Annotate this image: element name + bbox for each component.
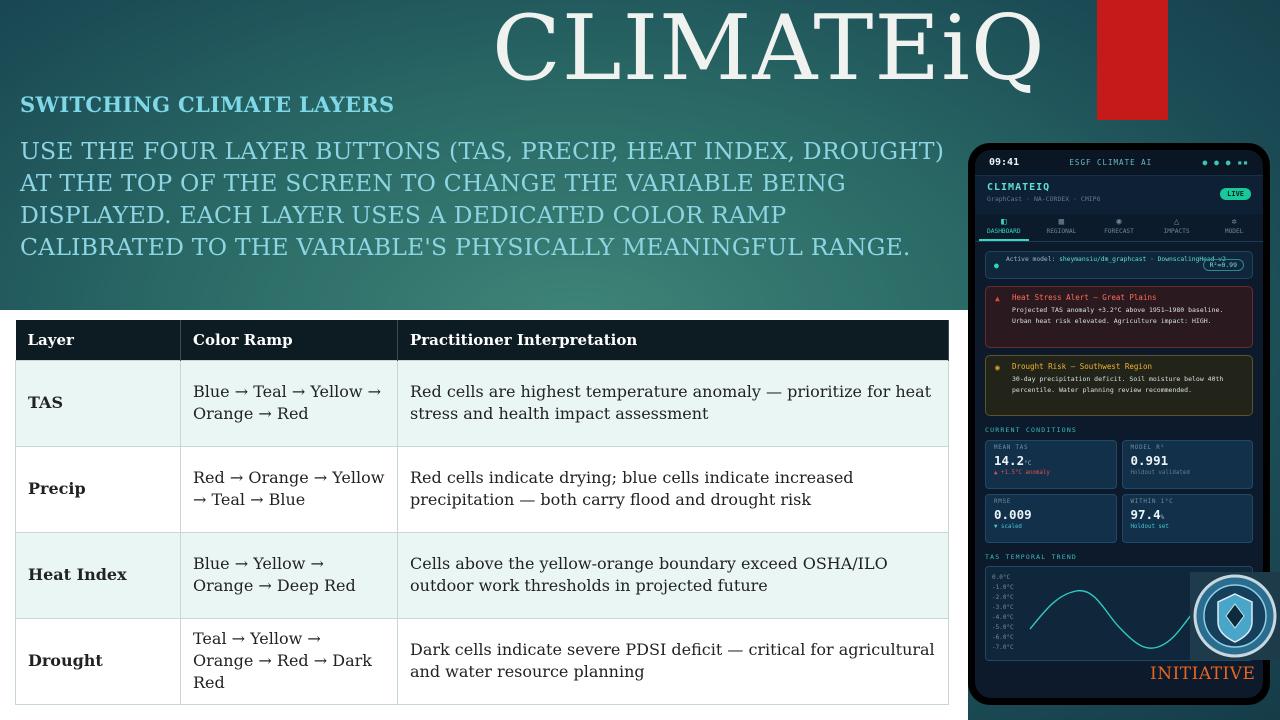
alert-title: Drought Risk — Southwest Region	[1012, 362, 1152, 371]
intro-paragraph: USE THE FOUR LAYER BUTTONS (TAS, PRECIP, HEAT INDEX, DROUGHT) AT THE TOP OF THE SCREEN TO CHANGE THE VARIABLE BEING DISPLAYED. EACH LAYER USES A DEDICATED COLOR RAMP CALIBRATED TO THE VARIABLE'S PHYSICALLY MEANINGFUL RANGE.	[20, 137, 945, 261]
app-subtitle: GraphCast · NA-CORDEX · CMIP6	[987, 195, 1101, 203]
metric-note: Holdout set	[1130, 524, 1169, 530]
triangle-icon: △	[1173, 217, 1180, 227]
model-prefix: Active model:	[1006, 256, 1060, 263]
grid-icon: ▦	[1058, 217, 1065, 227]
header-interpretation: Practitioner Interpretation	[398, 320, 949, 360]
red-accent-bar	[1097, 0, 1168, 120]
drought-icon: ◉	[995, 363, 1000, 372]
metric-label: MODEL R²	[1130, 445, 1165, 451]
active-model-card[interactable]	[985, 251, 1253, 279]
metric-label: MEAN TAS	[994, 445, 1029, 451]
trend-tick-label: 0.0°C	[992, 574, 1011, 581]
metric-value: 14.2	[994, 453, 1025, 468]
target-icon: ◉	[1116, 217, 1122, 227]
metric-value-wrap	[1131, 507, 1245, 522]
trend-tick-label: -3.0°C	[992, 604, 1014, 611]
metric-within-1c[interactable]	[1122, 494, 1254, 543]
tab-label: IMPACTS	[1163, 228, 1190, 235]
metric-unit: °C	[1024, 460, 1032, 467]
tab-label: MODEL	[1224, 228, 1244, 235]
metric-rmse[interactable]	[985, 494, 1117, 543]
layer-table	[15, 320, 949, 705]
dashboard-icon: ◧	[1001, 217, 1007, 227]
gear-icon: ✲	[1231, 217, 1237, 227]
trend-tick-label: -2.0°C	[992, 594, 1014, 601]
tab-regional[interactable]	[1033, 214, 1091, 241]
header-color-ramp: Color Ramp	[181, 320, 398, 360]
metric-value: 97.4	[1130, 507, 1161, 522]
status-time: 09:41	[989, 157, 1020, 168]
color-ramp: Teal → Yellow → Orange → Red → Dark Red	[181, 618, 398, 704]
brand-title: CLIMATEiQ	[492, 0, 1046, 101]
interpretation: Cells above the yellow-orange boundary exceed OSHA/ILO outdoor work thresholds in projected future	[398, 532, 949, 618]
metric-note: Holdout validated	[1130, 470, 1190, 476]
metric-value: 0.991	[1130, 453, 1169, 468]
metric-model-r2[interactable]	[1122, 440, 1254, 489]
status-bar	[975, 150, 1263, 176]
metrics-grid	[985, 440, 1253, 543]
trend-label: TAS TEMPORAL TREND	[985, 553, 1078, 561]
tab-label: REGIONAL	[1046, 228, 1077, 235]
metric-note: ▲ +1.5°C anomaly	[994, 470, 1050, 476]
color-ramp: Blue → Teal → Yellow → Orange → Red	[181, 360, 398, 446]
tab-bar	[975, 214, 1263, 242]
header-layer: Layer	[16, 320, 181, 360]
table-row	[16, 532, 949, 618]
trend-line	[1030, 591, 1201, 649]
layer-name: Drought	[16, 618, 181, 704]
tab-dashboard[interactable]	[975, 214, 1033, 241]
metric-value: 0.009	[994, 507, 1032, 522]
table-header-row	[16, 320, 949, 360]
metric-value-wrap	[1131, 453, 1245, 468]
table-row	[16, 618, 949, 704]
color-ramp: Red → Orange → Yellow → Teal → Blue	[181, 446, 398, 532]
color-ramp: Blue → Yellow → Orange → Deep Red	[181, 532, 398, 618]
table-row	[16, 360, 949, 446]
trend-tick-label: -5.0°C	[992, 624, 1014, 631]
model-r2-badge: R²=0.99	[1203, 259, 1244, 271]
layer-name: Heat Index	[16, 532, 181, 618]
initiative-label: INITIATIVE	[1150, 664, 1256, 684]
tab-model[interactable]	[1205, 214, 1263, 241]
layer-table-panel	[0, 310, 968, 720]
status-indicators-icon: ● ● ● ▪▪	[1202, 158, 1249, 167]
metric-mean-tas[interactable]	[985, 440, 1117, 489]
interpretation: Red cells are highest temperature anomaly — prioritize for heat stress and health impact assessment	[398, 360, 949, 446]
live-badge: LIVE	[1220, 188, 1251, 200]
trend-tick-label: -1.0°C	[992, 584, 1014, 591]
heat-stress-alert[interactable]	[985, 286, 1253, 348]
alert-body: Projected TAS anomaly +3.2°C above 1951–1980 baseline. Urban heat risk elevated. Agriculture impact: HIGH.	[1012, 306, 1224, 325]
table-row	[16, 446, 949, 532]
alert-title: Heat Stress Alert — Great Plains	[1012, 293, 1157, 302]
drought-risk-alert[interactable]	[985, 355, 1253, 416]
trend-tick-label: -4.0°C	[992, 614, 1014, 621]
alert-body: 30-day precipitation deficit. Soil moisture below 40th percentile. Water planning review recommended.	[1012, 375, 1224, 394]
metric-note: ▼ scaled	[994, 524, 1022, 530]
tab-forecast[interactable]	[1090, 214, 1148, 241]
status-dot-icon: ●	[994, 261, 999, 270]
tab-impacts[interactable]	[1148, 214, 1206, 241]
app-header	[975, 176, 1263, 214]
interpretation: Dark cells indicate severe PDSI deficit — critical for agricultural and water resource planning	[398, 618, 949, 704]
metric-value-wrap	[994, 507, 1108, 522]
metric-value-wrap	[994, 453, 1108, 468]
app-name: CLIMATEIQ	[987, 182, 1051, 193]
status-system-name: ESGF CLIMATE AI	[1069, 158, 1153, 167]
metric-label: WITHIN 1°C	[1130, 499, 1174, 505]
interpretation: Red cells indicate drying; blue cells indicate increased precipitation — both carry flood and drought risk	[398, 446, 949, 532]
layer-name: Precip	[16, 446, 181, 532]
metric-label: RMSE	[994, 499, 1012, 505]
section-heading: SWITCHING CLIMATE LAYERS	[20, 92, 395, 117]
current-conditions-label: CURRENT CONDITIONS	[985, 426, 1078, 434]
metric-unit: %	[1160, 514, 1165, 521]
trend-tick-label: -7.0°C	[992, 644, 1014, 651]
trend-tick-label: -6.0°C	[992, 634, 1014, 641]
layer-name: TAS	[16, 360, 181, 446]
warning-icon: ▲	[995, 294, 1000, 303]
tab-label: FORECAST	[1104, 228, 1134, 235]
trend-tick-labels	[992, 574, 1014, 651]
model-name: sheymansiu/dm_graphcast · DownscalingHead v2	[1059, 256, 1226, 263]
handsonlabs-academy-badge-icon	[1190, 572, 1280, 660]
tab-label: DASHBOARD	[987, 228, 1021, 235]
